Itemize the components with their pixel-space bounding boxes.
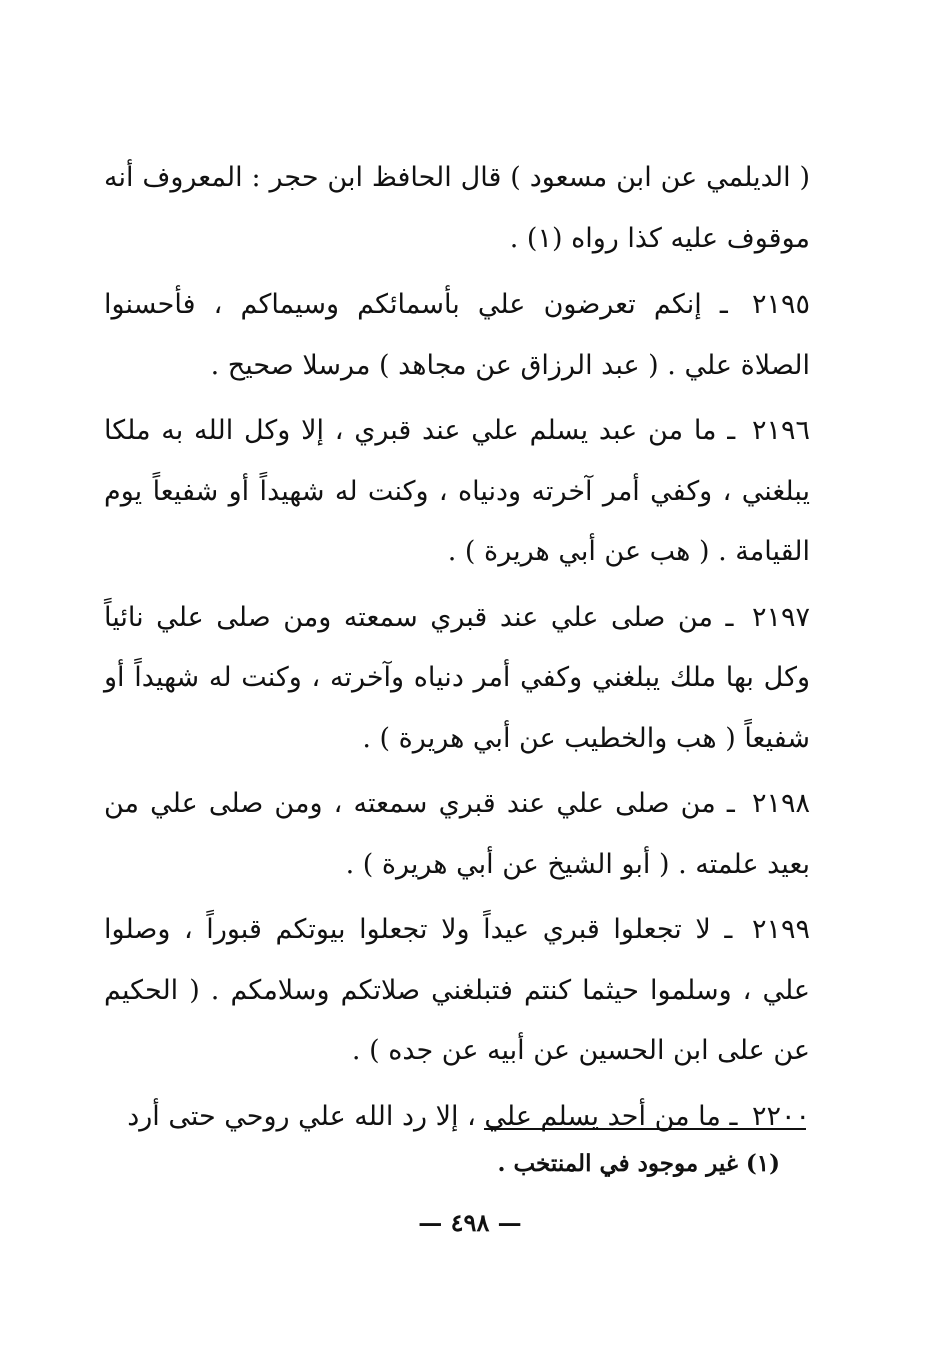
footnote-divider [484,1128,806,1130]
main-text [104,148,810,1152]
hadith-number: ٢٢٠٠ [751,1100,810,1132]
number-dash: ـ [726,788,735,819]
paragraph-continuation [104,148,810,269]
number-dash: ـ [727,415,736,446]
hadith-text: لا تجعلوا قبري عيداً ولا تجعلوا بيوتكم قبوراً ، وصلوا علي ، وسلموا حيثما كنتم فتبلغني صلاتكم وسلامكم . ( الحكيم عن على ابن الحسين عن أبيه عن جده ) . [104,914,810,1066]
hadith-number: ٢١٩٥ [751,289,810,320]
hadith-number: ٢١٩٩ [751,914,810,945]
number-dash: ـ [724,914,733,945]
hadith-2196 [104,401,810,583]
page-number: — ٤٩٨ — [418,1208,522,1237]
hadith-2199 [104,900,810,1082]
hadith-text: ما من أحد يسلم علي ، إلا رد الله علي روحي حتى أرد [127,1100,721,1132]
hadith-2200 [104,1087,810,1148]
hadith-2195 [104,275,810,396]
hadith-number: ٢١٩٧ [751,601,810,633]
hadith-2198 [104,774,810,895]
footnote: (١) غير موجود في المنتخب . [497,1150,780,1177]
hadith-2197 [104,588,810,770]
hadith-text: ما من عبد يسلم علي عند قبري ، إلا وكل الله به ملكا يبلغني ، وكفي أمر آخرته ودنياه ، وكنت له شهيداً أو شفيعاً يوم القيامة . ( هب عن أبي هريرة ) . [104,415,810,567]
hadith-number: ٢١٩٨ [751,788,810,819]
paragraph-text: ( الديلمي عن ابن مسعود ) قال الحافظ ابن حجر : المعروف أنه موقوف عليه كذا رواه (١) . [104,162,810,254]
hadith-text: من صلى علي عند قبري سمعته ومن صلى علي نائياً وكل بها ملك يبلغني وكفي أمر دنياه وآخرته ، وكنت له شهيداً أو شفيعاً ( هب والخطيب عن أبي هريرة ) . [104,601,810,754]
number-dash: ـ [719,289,728,320]
hadith-text: من صلى علي عند قبري سمعته ، ومن صلى علي من بعيد علمته . ( أبو الشيخ عن أبي هريرة ) . [104,788,810,880]
number-dash: ـ [725,601,734,633]
number-dash: ـ [729,1100,738,1132]
hadith-number: ٢١٩٦ [751,415,810,446]
hadith-text: إنكم تعرضون علي بأسمائكم وسيماكم ، فأحسنوا الصلاة علي . ( عبد الرزاق عن مجاهد ) مرسلا صحيح . [104,289,810,381]
